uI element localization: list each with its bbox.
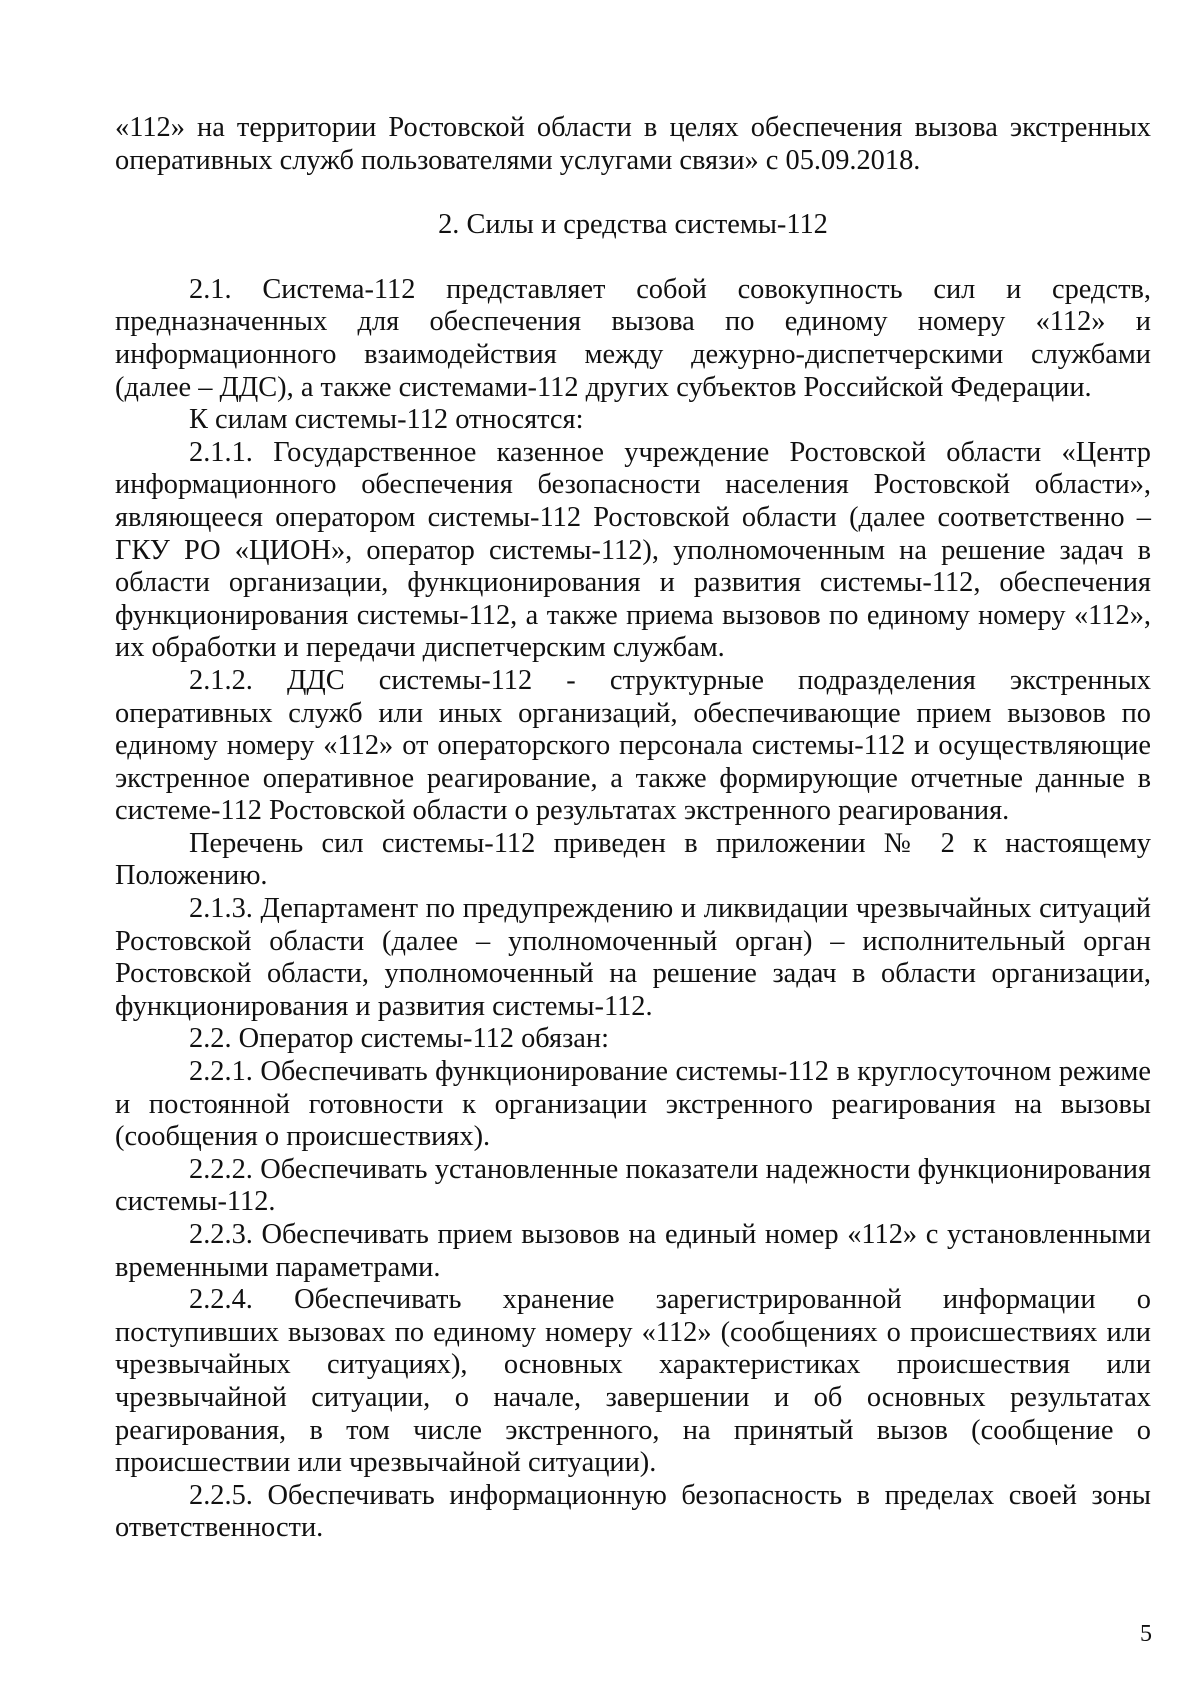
paragraph-2-2-1: 2.2.1. Обеспечивать функционирование системы-112 в круглосуточном режиме и постоянной готовности к организации экстренного реагирования на вызовы (сообщения о происшествиях). (115, 1056, 1151, 1153)
paragraph-2-2: 2.2. Оператор системы-112 обязан: (189, 1023, 609, 1055)
paragraph-2-1-1: 2.1.1. Государственное казенное учреждение Ростовской области «Центр информационного обеспечения безопасности населения Ростовской области», являющееся оператором системы-112 Ростовской области (далее соответственно – ГКУ РО «ЦИОН», оператор системы-112), уполномоченным на решение задач в области организации, функционирования и развития системы-112, обеспечения функционирования системы-112, а также приема вызовов по единому номеру «112», их обработки и передачи диспетчерским службам. (115, 436, 1151, 664)
paragraph-2-2-3: 2.2.3. Обеспечивать прием вызовов на единый номер «112» с установленными временными параметрами. (115, 1219, 1151, 1283)
paragraph-2-2-5: 2.2.5. Обеспечивать информационную безопасность в пределах своей зоны ответственности. (115, 1479, 1151, 1544)
intro-paragraph: «112» на территории Ростовской области в целях обеспечения вызова экстренных оперативных служб пользователями услугами связи» с 05.09.2018. (115, 112, 1151, 176)
section-heading: 2. Силы и средства системы-112 (438, 209, 828, 241)
page-number: 5 (1140, 1621, 1152, 1647)
paragraph-2-1-3: 2.1.3. Департамент по предупреждению и ликвидации чрезвычайных ситуаций Ростовской области (далее – уполномоченный орган) – исполнительный орган Ростовской области, уполномоченный на решение задач в области организации, функционирования и развития системы-112. (115, 893, 1151, 1022)
paragraph-2-2-4: 2.2.4. Обеспечивать хранение зарегистрированной информации о поступивших вызовах по единому номеру «112» (сообщениях о происшествиях или чрезвычайных ситуациях), основных характеристиках происшествия или чрезвычайной ситуации, о начале, завершении и об основных результатах реагирования, в том числе экстренного, на принятый вызов (сообщение о происшествии или чрезвычайной ситуации). (115, 1284, 1151, 1479)
paragraph-forces-intro: К силам системы-112 относятся: (189, 404, 584, 436)
paragraph-2-1-2: 2.1.2. ДДС системы-112 - структурные подразделения экстренных оперативных служб или иных организаций, обеспечивающие прием вызовов по единому номеру «112» от операторского персонала системы-112 и осуществляющие экстренное оперативное реагирование, а также формирующие отчетные данные в системе-112 Ростовской области о результатах экстренного реагирования. (115, 664, 1151, 827)
document-body (115, 112, 1151, 1545)
paragraph-2-2-2: 2.2.2. Обеспечивать установленные показатели надежности функционирования системы-112. (115, 1153, 1151, 1218)
paragraph-2-1: 2.1. Система-112 представляет собой совокупность сил и средств, предназначенных для обеспечения вызова по единому номеру «112» и информационного взаимодействия между дежурно-диспетчерскими службами (далее – ДДС), а также системами-112 других субъектов Российской Федерации. (115, 273, 1151, 403)
paragraph-forces-list: Перечень сил системы-112 приведен в приложении № 2 к настоящему Положению. (115, 827, 1151, 892)
